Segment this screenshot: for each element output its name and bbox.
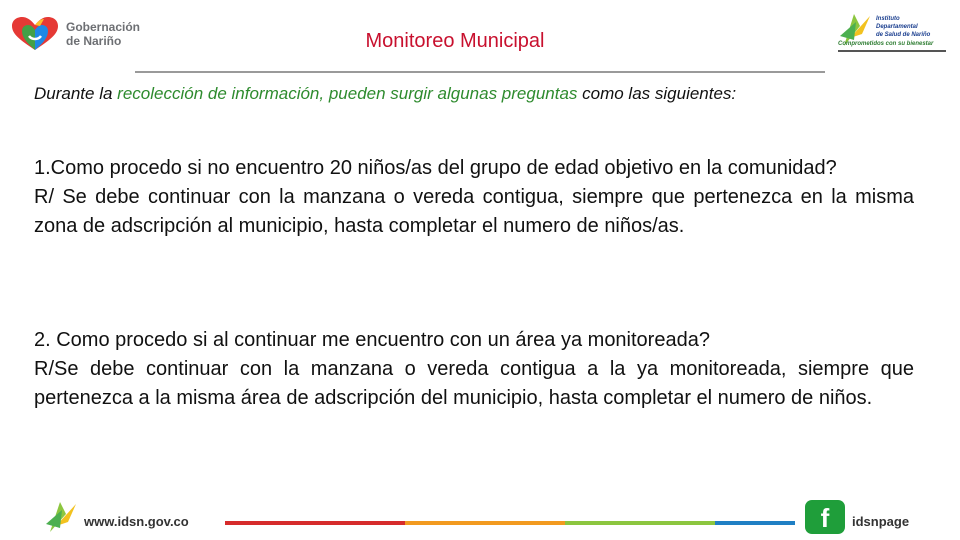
footer-bar-green [565, 521, 715, 525]
intro-part-3: como las siguientes: [577, 84, 737, 103]
idsn-logo-underline [838, 50, 946, 52]
answer-2: R/Se debe continuar con la manzana o vereda contigua a la ya monitoreada, siempre que pertenezca a la misma área de adscripción del municipio, hasta completar el numero de niños. [34, 358, 914, 409]
intro-highlight: recolección de información, pueden surgir algunas preguntas [117, 84, 578, 103]
question-block-1 [34, 154, 914, 241]
footer-bar-blue [715, 521, 795, 525]
footer-bar-red [225, 521, 405, 525]
idsn-logo [836, 8, 951, 56]
website-link[interactable]: www.idsn.gov.co [84, 514, 189, 529]
header-divider [135, 71, 825, 73]
idsn-logo-line-2: Departamental [876, 24, 918, 30]
intro-text [34, 83, 914, 105]
idsn-tagline: Comprometidos con su bienestar [838, 41, 934, 47]
logo-line-1: Gobernación [66, 20, 141, 34]
question-2: 2. Como procedo si al continuar me encuentro con un área ya monitoreada? [34, 329, 710, 351]
gobernacion-logo [10, 14, 150, 54]
heart-logo-icon [10, 16, 60, 52]
footer-bar-orange [405, 521, 565, 525]
logo-line-2: de Nariño [66, 34, 122, 48]
facebook-icon[interactable]: f [805, 500, 845, 534]
answer-1: R/ Se debe continuar con la manzana o vereda contigua, siempre que pertenezca en la misma zona de adscripción al municipio, hasta completar el numero de niños/as. [34, 186, 914, 237]
question-block-2 [34, 326, 914, 413]
footer-leaf-icon [44, 498, 80, 534]
facebook-handle[interactable]: idsnpage [852, 514, 910, 529]
page-title: Monitoreo Municipal [365, 30, 545, 52]
intro-part-1: Durante la [34, 84, 118, 103]
question-1: 1.Como procedo si no encuentro 20 niños/as del grupo de edad objetivo en la comunidad? [34, 157, 837, 179]
idsn-logo-line-1: Instituto [876, 16, 900, 22]
idsn-logo-line-3: de Salud de Nariño [876, 32, 931, 38]
